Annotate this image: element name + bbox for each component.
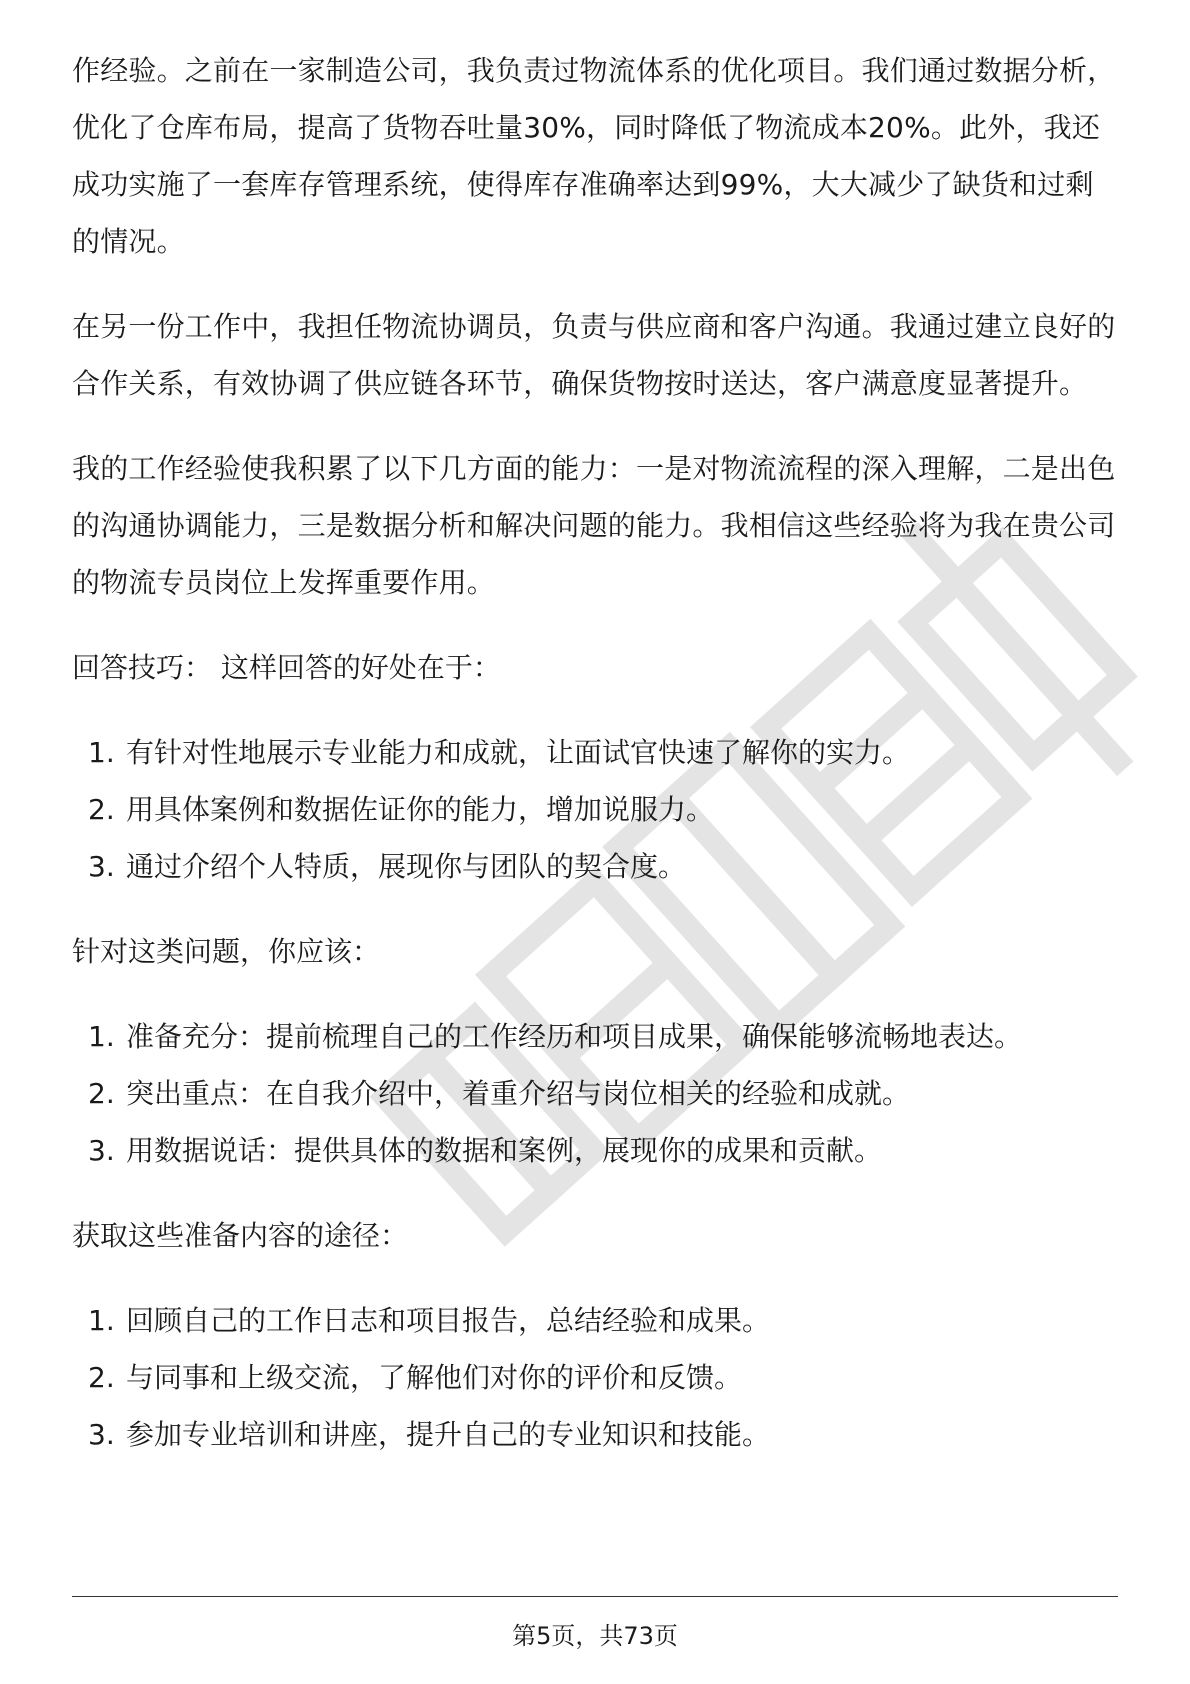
list-item: 1. 有针对性地展示专业能力和成就，让面试官快速了解你的实力。 xyxy=(88,736,911,769)
tips-list xyxy=(72,724,1118,895)
page-number: 第5页，共73页 xyxy=(512,1622,678,1650)
should-heading: 针对这类问题，你应该： xyxy=(72,935,381,968)
should-list xyxy=(72,1008,1118,1179)
footer-divider xyxy=(72,1596,1118,1597)
sources-heading: 获取这些准备内容的途径： xyxy=(72,1219,409,1252)
list-item: 3. 参加专业培训和讲座，提升自己的专业知识和技能。 xyxy=(88,1418,771,1451)
list-item: 2. 用具体案例和数据佐证你的能力，增加说服力。 xyxy=(88,793,715,826)
tips-heading: 回答技巧： 这样回答的好处在于： xyxy=(72,651,501,684)
list-item: 1. 准备充分：提前梳理自己的工作经历和项目成果，确保能够流畅地表达。 xyxy=(88,1020,1023,1053)
main-content xyxy=(72,42,1118,1463)
list-item: 2. 与同事和上级交流，了解他们对你的评价和反馈。 xyxy=(88,1361,743,1394)
paragraph-experience: 作经验。之前在一家制造公司，我负责过物流体系的优化项目。我们通过数据分析，优化了仓库布局，提高了货物吞吐量30%，同时降低了物流成本20%。此外，我还成功实施了一套库存管理系统，使得库存准确率达到99%，大大减少了缺货和过剩的情况。 xyxy=(72,54,1116,258)
list-item: 1. 回顾自己的工作日志和项目报告，总结经验和成果。 xyxy=(88,1304,771,1337)
paragraph-coordinator: 在另一份工作中，我担任物流协调员，负责与供应商和客户沟通。我通过建立良好的合作关系，有效协调了供应链各环节，确保货物按时送达，客户满意度显著提升。 xyxy=(72,310,1116,400)
list-item: 3. 用数据说话：提供具体的数据和案例，展现你的成果和贡献。 xyxy=(88,1134,883,1167)
list-item: 3. 通过介绍个人特质，展现你与团队的契合度。 xyxy=(88,850,687,883)
sources-list xyxy=(72,1292,1118,1463)
list-item: 2. 突出重点：在自我介绍中，着重介绍与岗位相关的经验和成就。 xyxy=(88,1077,911,1110)
paragraph-abilities: 我的工作经验使我积累了以下几方面的能力：一是对物流流程的深入理解，二是出色的沟通协调能力，三是数据分析和解决问题的能力。我相信这些经验将为我在贵公司的物流专员岗位上发挥重要作用。 xyxy=(72,452,1116,599)
